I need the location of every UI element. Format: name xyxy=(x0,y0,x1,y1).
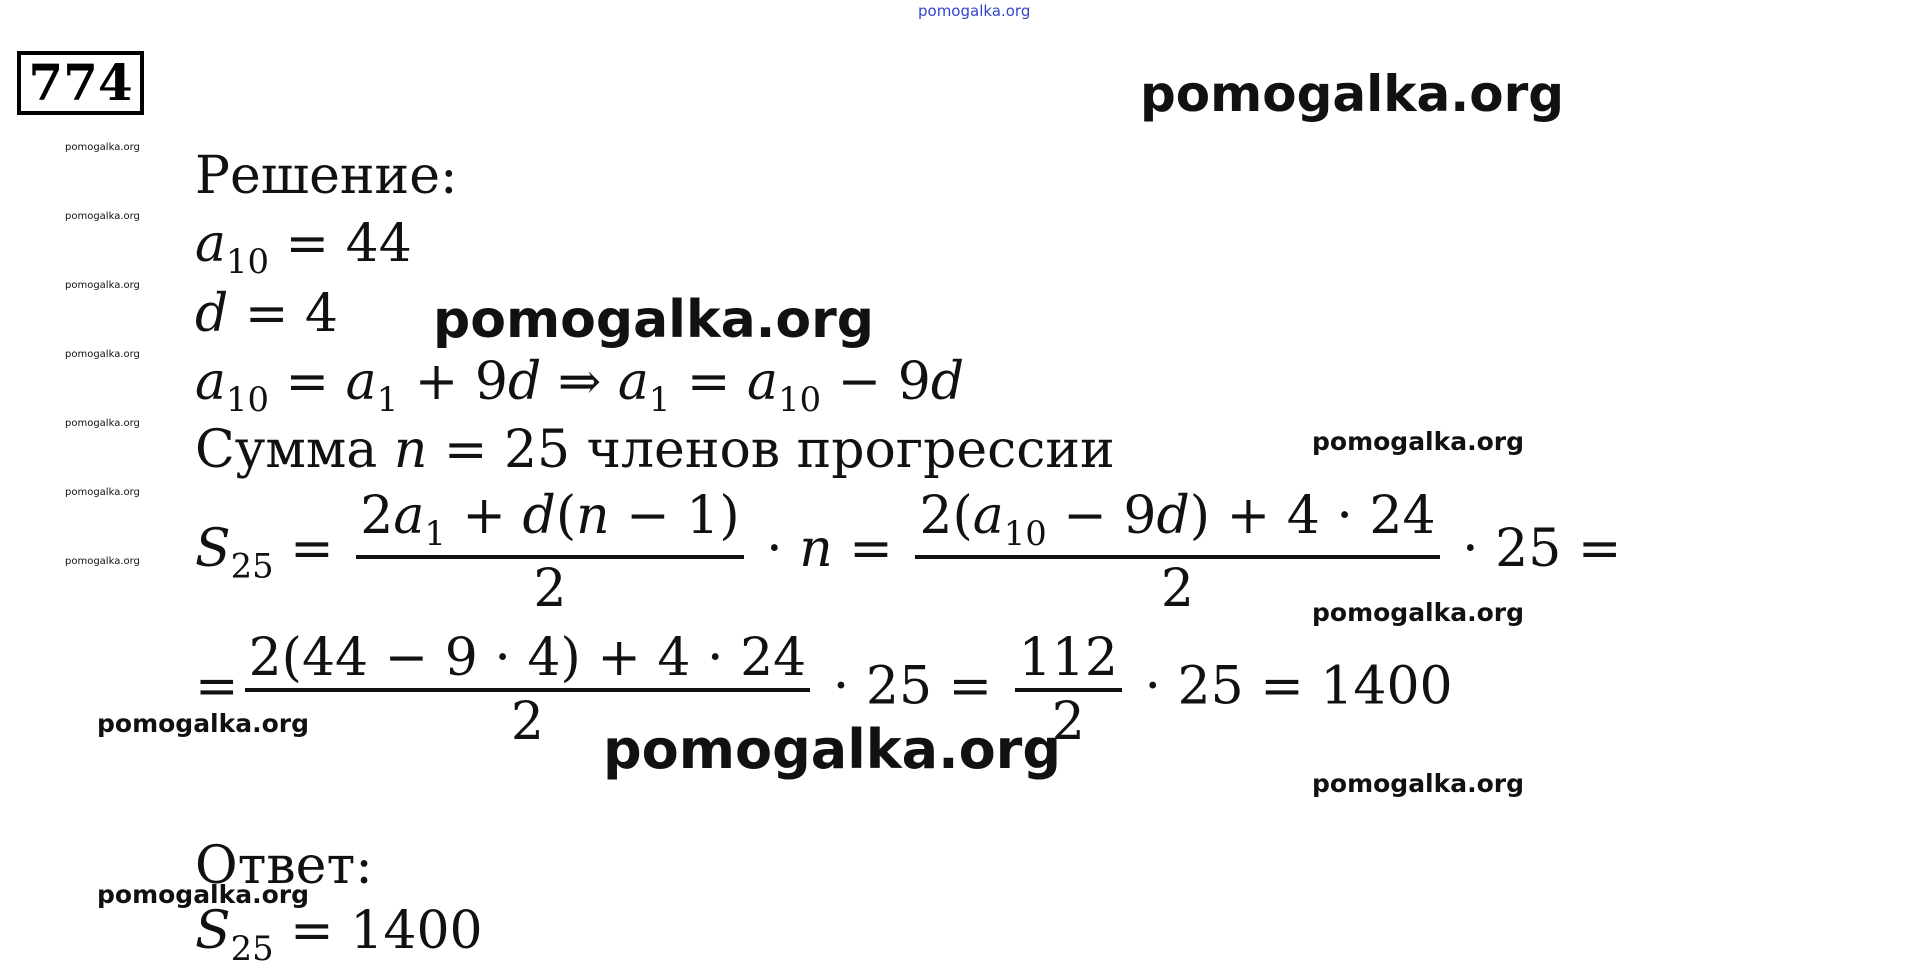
watermark-tiny: pomogalka.org xyxy=(65,211,140,222)
fraction: $\frac{2(44 - 9 \cdot 4) + 4 \cdot 24}{2}$ xyxy=(245,632,811,748)
sum-description: Сумма n = 25 членов прогрессии xyxy=(195,420,1115,480)
given-a10: $a_{10} = 44$ xyxy=(195,214,412,281)
fraction: $\frac{2a_1 + d(n - 1)}{2}$ xyxy=(356,490,743,615)
watermark-large: pomogalka.org xyxy=(1140,65,1565,123)
problem-number: 774 xyxy=(17,51,144,115)
answer-value: $S_{25} = 1400$ xyxy=(195,901,483,968)
fraction: $\frac{112}{2}$ xyxy=(1015,632,1122,748)
solution-label: Решение: xyxy=(195,146,458,206)
watermark-tiny: pomogalka.org xyxy=(65,142,140,153)
watermark-large: pomogalka.org xyxy=(603,718,1061,781)
nth-term-formula: $a_{10} = a_1 + 9d$ ⇒ $a_1 = a_{10} - 9d$ xyxy=(195,352,965,419)
watermark-tiny: pomogalka.org xyxy=(65,487,140,498)
watermark-tiny: pomogalka.org xyxy=(65,349,140,360)
watermark-medium: pomogalka.org xyxy=(1312,598,1525,627)
fraction: $\frac{2(a_{10} - 9d) + 4 \cdot 24}{2}$ xyxy=(915,490,1439,615)
watermark-medium: pomogalka.org xyxy=(97,880,310,909)
watermark-tiny: pomogalka.org xyxy=(65,556,140,567)
watermark-tiny: pomogalka.org xyxy=(65,280,140,291)
calculation: = $\frac{2(44 - 9 \cdot 4) + 4 \cdot 24}{2}$ · 25 = $\frac{112}{2}$ · 25 = 1400 xyxy=(195,628,1453,752)
watermark-medium: pomogalka.org xyxy=(1312,769,1525,798)
given-d: d = 4 xyxy=(195,284,339,344)
watermark-medium: pomogalka.org xyxy=(97,709,310,738)
watermark-medium: pomogalka.org xyxy=(1312,427,1525,456)
watermark-large: pomogalka.org xyxy=(433,290,875,350)
sum-formula: $S_{25}$ = $\frac{2a_1 + d(n - 1)}{2}$ · n = $\frac{2(a_{10} - 9d) + 4 \cdot 24}{2}$ · 25 = xyxy=(195,486,1622,619)
watermark-top[interactable]: pomogalka.org xyxy=(918,2,1031,20)
answer-label: Ответ: xyxy=(195,836,373,896)
watermark-tiny: pomogalka.org xyxy=(65,418,140,429)
